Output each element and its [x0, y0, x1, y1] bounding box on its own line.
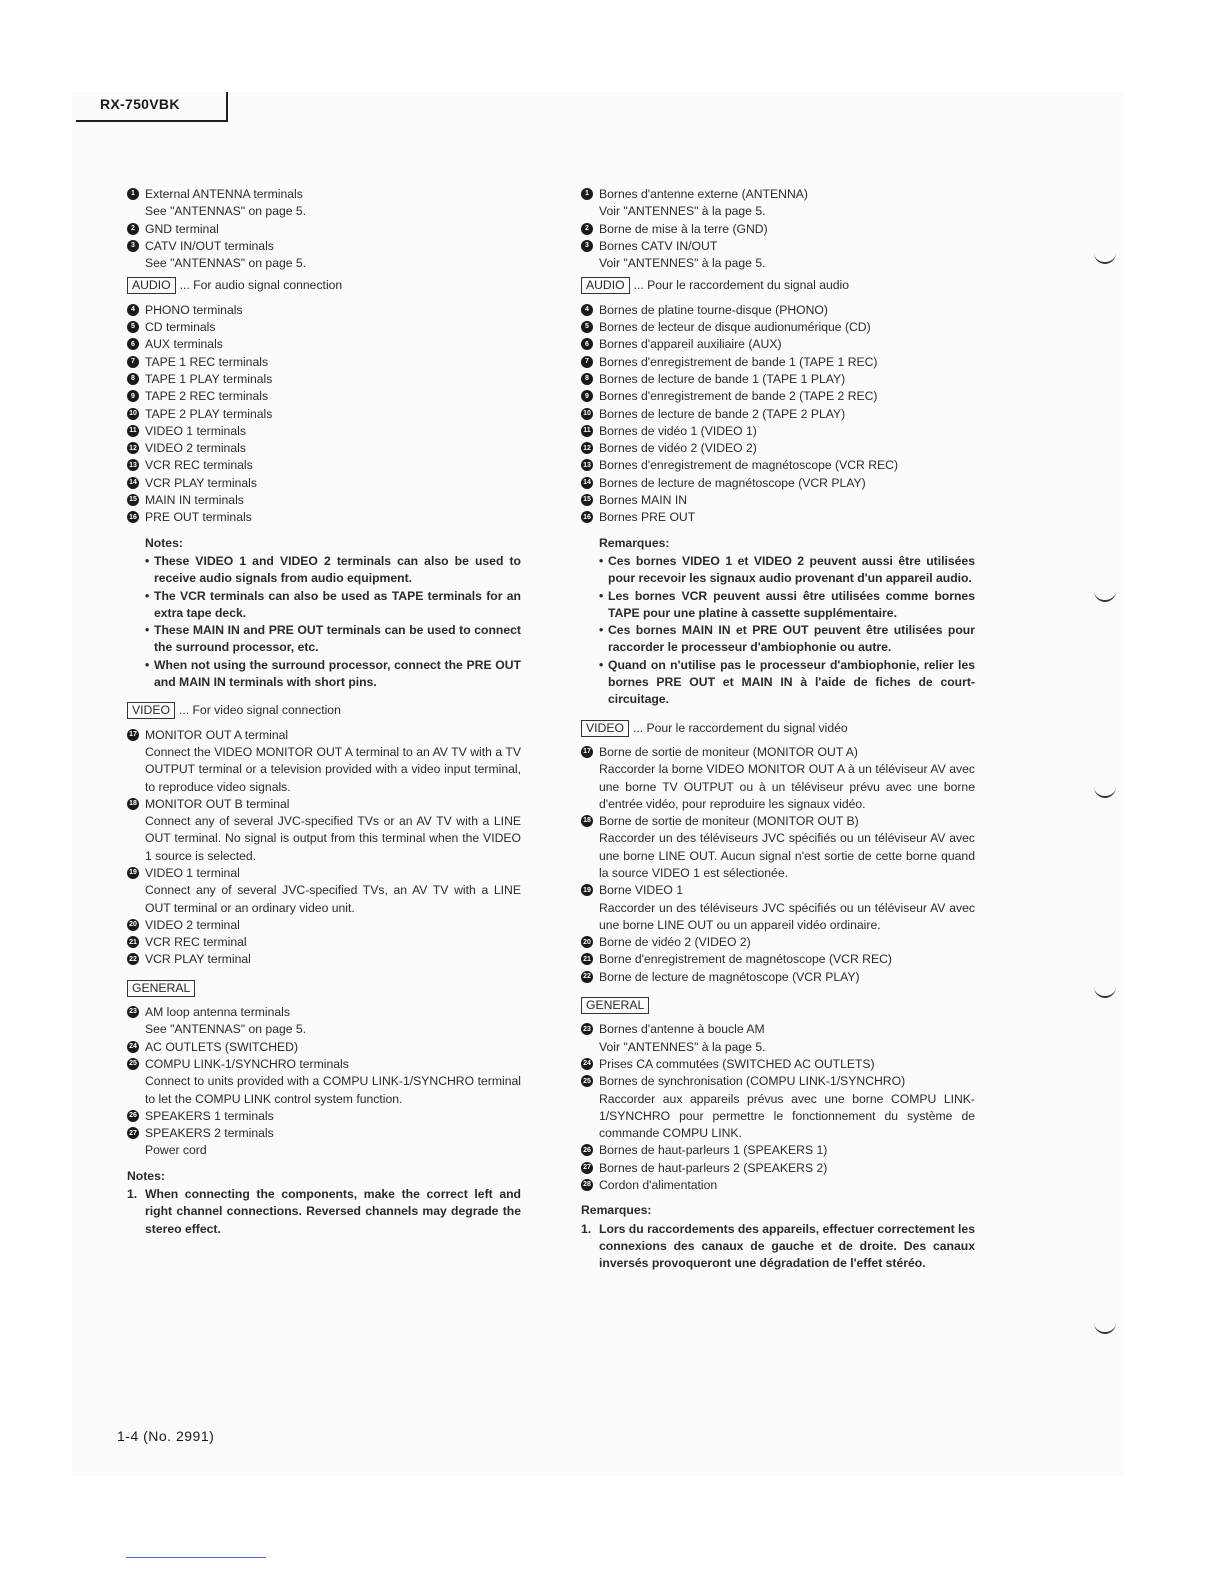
number-badge-icon: 7	[127, 356, 139, 368]
item-title: Bornes d'enregistrement de magnétoscope (VCR REC)	[599, 458, 899, 473]
number-badge-icon: 16	[127, 511, 139, 523]
item-title: GND terminal	[145, 221, 219, 236]
section-tag-general: GENERAL	[127, 980, 195, 997]
item-title: Borne d'enregistrement de magnétoscope (VCR REC)	[599, 952, 892, 967]
item-description: Raccorder aux appareils prévus avec une borne COMPU LINK-1/SYNCHRO pour permettre le fonctionnement du système de commande COMPU LINK.	[599, 1091, 975, 1141]
number-badge-icon: 3	[127, 240, 139, 252]
number-badge-icon: 18	[581, 815, 593, 827]
list-item	[127, 796, 521, 865]
number-badge-icon: 24	[581, 1058, 593, 1070]
notes-list	[599, 553, 975, 709]
item-title: SPEAKERS 1 terminals	[145, 1108, 274, 1123]
section-description: ... For video signal connection	[178, 703, 341, 718]
list-item	[127, 457, 521, 474]
list-item	[581, 221, 975, 238]
number-badge-icon: 22	[127, 953, 139, 965]
list-item	[127, 238, 521, 273]
number-badge-icon: 15	[127, 494, 139, 506]
number-badge-icon: 23	[127, 1006, 139, 1018]
item-title: Bornes CATV IN/OUT	[599, 238, 718, 253]
item-title: VCR REC terminals	[145, 458, 253, 473]
list-item	[127, 934, 521, 951]
general-section-header	[127, 980, 521, 997]
note-item: • The VCR terminals can also be used as TAPE terminals for an extra tape deck.	[145, 588, 521, 620]
number-badge-icon: 4	[581, 304, 593, 316]
item-title: VIDEO 1 terminal	[145, 865, 240, 880]
notes-title: Remarques:	[599, 535, 670, 550]
list-item	[127, 865, 521, 917]
number-badge-icon: 2	[581, 223, 593, 235]
list-item	[127, 492, 521, 509]
list-item	[581, 423, 975, 440]
item-title: VCR PLAY terminal	[145, 952, 251, 967]
item-title: COMPU LINK-1/SYNCHRO terminals	[145, 1056, 349, 1071]
number-badge-icon: 11	[581, 425, 593, 437]
list-item	[581, 1073, 975, 1142]
item-description: Raccorder la borne VIDEO MONITOR OUT A à un téléviseur AV avec une borne TV OUTPUT ou à un téléviseur prévu avec une borne d'entrée vidéo, pour reproduire les signaux vidéo.	[599, 762, 975, 811]
item-title: Bornes PRE OUT	[599, 510, 696, 525]
list-item	[581, 319, 975, 336]
number-badge-icon: 8	[581, 373, 593, 385]
item-title: External ANTENNA terminals	[145, 187, 303, 201]
number-badge-icon: 15	[581, 494, 593, 506]
item-title: Bornes de haut-parleurs 1 (SPEAKERS 1)	[599, 1143, 828, 1158]
number-badge-icon: 1	[127, 188, 139, 200]
french-column	[581, 186, 975, 1273]
list-item	[581, 238, 975, 273]
number-badge-icon: 21	[127, 936, 139, 948]
number-badge-icon: 13	[581, 459, 593, 471]
list-item	[581, 969, 975, 986]
number-badge-icon: 25	[127, 1058, 139, 1070]
list-item	[127, 727, 521, 796]
number-badge-icon: 8	[127, 373, 139, 385]
section-description: ... For audio signal connection	[179, 278, 343, 293]
audio-terminal-list	[581, 302, 975, 527]
number-badge-icon: 26	[127, 1110, 139, 1122]
number-badge-icon: 26	[581, 1144, 593, 1156]
video-section-header	[127, 702, 521, 719]
antenna-items	[581, 186, 975, 272]
number-badge-icon: 19	[127, 867, 139, 879]
number-badge-icon: 5	[581, 321, 593, 333]
audio-section-header	[581, 277, 975, 294]
number-badge-icon: 4	[127, 304, 139, 316]
list-item	[581, 1056, 975, 1073]
list-item	[581, 744, 975, 813]
section-tag-video: VIDEO	[581, 720, 629, 737]
list-item	[581, 457, 975, 474]
number-badge-icon: 7	[581, 356, 593, 368]
number-badge-icon: 3	[581, 240, 593, 252]
audio-section-header	[127, 277, 521, 294]
section-tag-audio: AUDIO	[127, 277, 176, 294]
note-item: • These MAIN IN and PRE OUT terminals can be used to connect the surround processor, etc.	[145, 623, 521, 655]
number-badge-icon: 2	[127, 223, 139, 235]
item-title: TAPE 1 PLAY terminals	[145, 371, 273, 386]
numbered-note: 1. When connecting the components, make the correct left and right channel connections. Reversed channels may degrade the stereo effect.	[127, 1187, 521, 1236]
number-badge-icon: 24	[127, 1041, 139, 1053]
item-title: Bornes d'enregistrement de bande 2 (TAPE 2 REC)	[599, 389, 878, 404]
item-title: Bornes d'enregistrement de bande 1 (TAPE 1 REC)	[599, 354, 878, 369]
item-title: Borne de vidéo 2 (VIDEO 2)	[599, 935, 751, 950]
number-badge-icon: 13	[127, 459, 139, 471]
number-badge-icon: 27	[581, 1162, 593, 1174]
page-number: 1-4 (No. 2991)	[117, 1428, 215, 1444]
note-item: • Ces bornes VIDEO 1 et VIDEO 2 peuvent aussi être utilisées pour recevoir les signaux audio provenant d'un appareil audio.	[599, 553, 975, 586]
item-title: Borne de sortie de moniteur (MONITOR OUT B)	[599, 814, 859, 829]
list-item	[127, 1039, 521, 1056]
list-item	[581, 186, 975, 221]
item-title: PHONO terminals	[145, 302, 243, 317]
item-title: MAIN IN terminals	[145, 493, 244, 508]
list-item	[581, 1142, 975, 1159]
number-badge-icon: 21	[581, 953, 593, 965]
list-item	[581, 371, 975, 388]
item-description: Connect any of several JVC-specified TVs, an AV TV with a LINE OUT terminal or an ordinary video unit.	[145, 883, 521, 915]
general-section-header	[581, 997, 975, 1014]
item-title: Borne de sortie de moniteur (MONITOR OUT A)	[599, 744, 858, 759]
number-badge-icon: 1	[581, 188, 593, 200]
number-badge-icon: 10	[127, 408, 139, 420]
list-item	[127, 1108, 521, 1125]
item-title: Bornes de lecture de magnétoscope (VCR PLAY)	[599, 475, 866, 490]
list-item	[581, 1021, 975, 1056]
item-title: CATV IN/OUT terminals	[145, 238, 274, 253]
list-item	[581, 1160, 975, 1177]
number-badge-icon: 12	[127, 442, 139, 454]
list-item	[581, 440, 975, 457]
number-badge-icon: 28	[581, 1179, 593, 1191]
section-tag-general: GENERAL	[581, 997, 649, 1014]
item-title: AM loop antenna terminals	[145, 1005, 290, 1020]
item-title: CD terminals	[145, 320, 216, 335]
list-item	[581, 951, 975, 968]
general-terminal-list	[581, 1021, 975, 1194]
list-item	[127, 319, 521, 336]
note-item: • Les bornes VCR peuvent aussi être utilisées comme bornes TAPE pour une platine à cassette supplémentaire.	[599, 588, 975, 620]
number-badge-icon: 6	[127, 338, 139, 350]
list-item	[127, 951, 521, 968]
item-title: Bornes de vidéo 2 (VIDEO 2)	[599, 441, 757, 456]
item-title: Bornes d'appareil auxiliaire (AUX)	[599, 337, 782, 352]
video-terminal-list	[581, 744, 975, 986]
item-reference: See "ANTENNAS" on page 5.	[145, 204, 307, 219]
number-badge-icon: 14	[581, 477, 593, 489]
item-description: See "ANTENNAS" on page 5.	[145, 1022, 307, 1037]
list-item	[127, 917, 521, 934]
item-title: Bornes de lecture de bande 1 (TAPE 1 PLAY)	[599, 371, 846, 386]
list-item	[581, 336, 975, 353]
item-description: Connect to units provided with a COMPU LINK-1/SYNCHRO terminal to let the COMPU LINK control system function.	[145, 1074, 521, 1106]
number-badge-icon: 14	[127, 477, 139, 489]
scan-artifact-line	[126, 1557, 266, 1558]
number-badge-icon: 22	[581, 971, 593, 983]
item-description: Raccorder un des téléviseurs JVC spécifiés ou un téléviseur AV avec une borne LINE OUT ou un appareil vidéo ordinaire.	[599, 900, 975, 932]
item-description: Power cord	[145, 1143, 207, 1158]
item-title: VIDEO 2 terminals	[145, 441, 246, 456]
model-number: RX-750VBK	[100, 96, 180, 112]
list-item	[581, 882, 975, 934]
notes-title: Notes:	[145, 535, 183, 550]
item-reference: Voir "ANTENNES" à la page 5.	[599, 256, 766, 271]
list-item	[581, 509, 975, 526]
notes-title: Remarques:	[581, 1203, 652, 1218]
item-title: AC OUTLETS (SWITCHED)	[145, 1039, 299, 1054]
section-description: ... Pour le raccordement du signal vidéo	[632, 720, 848, 735]
notes-list	[145, 553, 521, 691]
list-item	[127, 1004, 521, 1039]
number-badge-icon: 11	[127, 425, 139, 437]
item-reference: See "ANTENNAS" on page 5.	[145, 256, 307, 271]
list-item	[127, 221, 521, 238]
section-tag-audio: AUDIO	[581, 277, 630, 294]
list-item	[581, 388, 975, 405]
item-title: Bornes d'antenne externe (ANTENNA)	[599, 187, 808, 201]
number-badge-icon: 17	[581, 746, 593, 758]
item-title: Bornes de platine tourne-disque (PHONO)	[599, 302, 828, 317]
note-item: • Ces bornes MAIN IN et PRE OUT peuvent être utilisées pour raccorder le processeur d'ambiophonie ou autre.	[599, 623, 975, 655]
number-badge-icon: 10	[581, 408, 593, 420]
model-header-box	[76, 92, 228, 122]
list-item	[581, 302, 975, 319]
item-title: SPEAKERS 2 terminals	[145, 1126, 274, 1141]
item-description: Connect the VIDEO MONITOR OUT A terminal to an AV TV with a TV OUTPUT terminal or a television provided with a video input terminal, to reproduce video signals.	[145, 744, 521, 794]
number-badge-icon: 9	[127, 390, 139, 402]
number-badge-icon: 17	[127, 729, 139, 741]
list-item	[127, 1125, 521, 1160]
general-terminal-list	[127, 1004, 521, 1160]
antenna-items	[127, 186, 521, 272]
item-title: PRE OUT terminals	[145, 510, 252, 525]
number-badge-icon: 20	[581, 936, 593, 948]
item-reference: Voir "ANTENNES" à la page 5.	[599, 204, 766, 219]
item-title: VCR REC terminal	[145, 935, 247, 950]
item-title: VIDEO 2 terminal	[145, 917, 240, 932]
number-badge-icon: 5	[127, 321, 139, 333]
item-title: TAPE 1 REC terminals	[145, 354, 269, 369]
list-item	[127, 509, 521, 526]
item-title: MONITOR OUT A terminal	[145, 727, 289, 742]
list-item	[127, 336, 521, 353]
video-section-header	[581, 720, 975, 737]
number-badge-icon: 6	[581, 338, 593, 350]
number-badge-icon: 16	[581, 511, 593, 523]
item-title: Bornes de haut-parleurs 2 (SPEAKERS 2)	[599, 1160, 828, 1175]
video-terminal-list	[127, 727, 521, 969]
item-description: Raccorder un des téléviseurs JVC spécifiés ou un téléviseur AV avec une borne LINE OUT. Aucun signal n'est sortie de cette borne quand la source VIDEO 1 est sélectionée.	[599, 831, 975, 880]
numbered-note: 1. Lors du raccordements des appareils, effectuer correctement les connexions des canaux de gauche et de droite. Des canaux inversés provoqueront une dégradation de l'effet stéréo.	[581, 1221, 975, 1271]
item-description: Connect any of several JVC-specified TVs or an AV TV with a LINE OUT terminal. No signal is output from this terminal when the VIDEO 1 source is selected.	[145, 814, 521, 863]
note-item: • Quand on n'utilise pas le processeur d'ambiophonie, relier les bornes PRE OUT et MAIN IN à l'aide de fiches de court-circuitage.	[599, 657, 975, 707]
number-badge-icon: 18	[127, 798, 139, 810]
list-item	[127, 475, 521, 492]
list-item	[127, 371, 521, 388]
note-item: • When not using the surround processor, connect the PRE OUT and MAIN IN terminals with short pins.	[145, 657, 521, 690]
list-item	[581, 492, 975, 509]
number-badge-icon: 20	[127, 919, 139, 931]
list-item	[127, 440, 521, 457]
list-item	[127, 1056, 521, 1108]
number-badge-icon: 27	[127, 1127, 139, 1139]
item-title: Prises CA commutées (SWITCHED AC OUTLETS)	[599, 1056, 875, 1071]
notes-title: Notes:	[127, 1168, 165, 1183]
list-item	[581, 934, 975, 951]
section-tag-video: VIDEO	[127, 702, 175, 719]
note-item: • These VIDEO 1 and VIDEO 2 terminals can also be used to receive audio signals from audio equipment.	[145, 553, 521, 586]
number-badge-icon: 9	[581, 390, 593, 402]
list-item	[581, 354, 975, 371]
section-description: ... Pour le raccordement du signal audio	[633, 278, 850, 293]
item-title: TAPE 2 PLAY terminals	[145, 406, 273, 421]
list-item	[127, 423, 521, 440]
list-item	[581, 406, 975, 423]
item-title: VCR PLAY terminals	[145, 475, 257, 490]
item-title: Bornes de lecteur de disque audionumérique (CD)	[599, 320, 871, 335]
list-item	[127, 186, 521, 221]
item-title: Bornes de lecture de bande 2 (TAPE 2 PLAY)	[599, 406, 846, 421]
item-title: Bornes MAIN IN	[599, 493, 688, 508]
number-badge-icon: 25	[581, 1075, 593, 1087]
list-item	[127, 406, 521, 423]
number-badge-icon: 12	[581, 442, 593, 454]
item-title: Borne de lecture de magnétoscope (VCR PLAY)	[599, 969, 860, 984]
item-title: Borne VIDEO 1	[599, 883, 683, 898]
item-title: Bornes de synchronisation (COMPU LINK-1/SYNCHRO)	[599, 1074, 906, 1089]
item-title: Bornes d'antenne à boucle AM	[599, 1022, 765, 1037]
list-item	[581, 475, 975, 492]
item-title: Bornes de vidéo 1 (VIDEO 1)	[599, 423, 757, 438]
item-title: VIDEO 1 terminals	[145, 423, 246, 438]
item-title: TAPE 2 REC terminals	[145, 389, 269, 404]
list-item	[581, 813, 975, 882]
number-badge-icon: 23	[581, 1023, 593, 1035]
item-title: Borne de mise à la terre (GND)	[599, 221, 768, 236]
list-item	[127, 302, 521, 319]
number-badge-icon: 19	[581, 884, 593, 896]
item-description: Voir "ANTENNES" à la page 5.	[599, 1039, 766, 1054]
audio-terminal-list	[127, 302, 521, 527]
list-item	[581, 1177, 975, 1194]
list-item	[127, 354, 521, 371]
item-title: MONITOR OUT B terminal	[145, 796, 290, 811]
english-column	[127, 186, 521, 1238]
list-item	[127, 388, 521, 405]
item-title: AUX terminals	[145, 337, 223, 352]
item-title: Cordon d'alimentation	[599, 1178, 718, 1193]
